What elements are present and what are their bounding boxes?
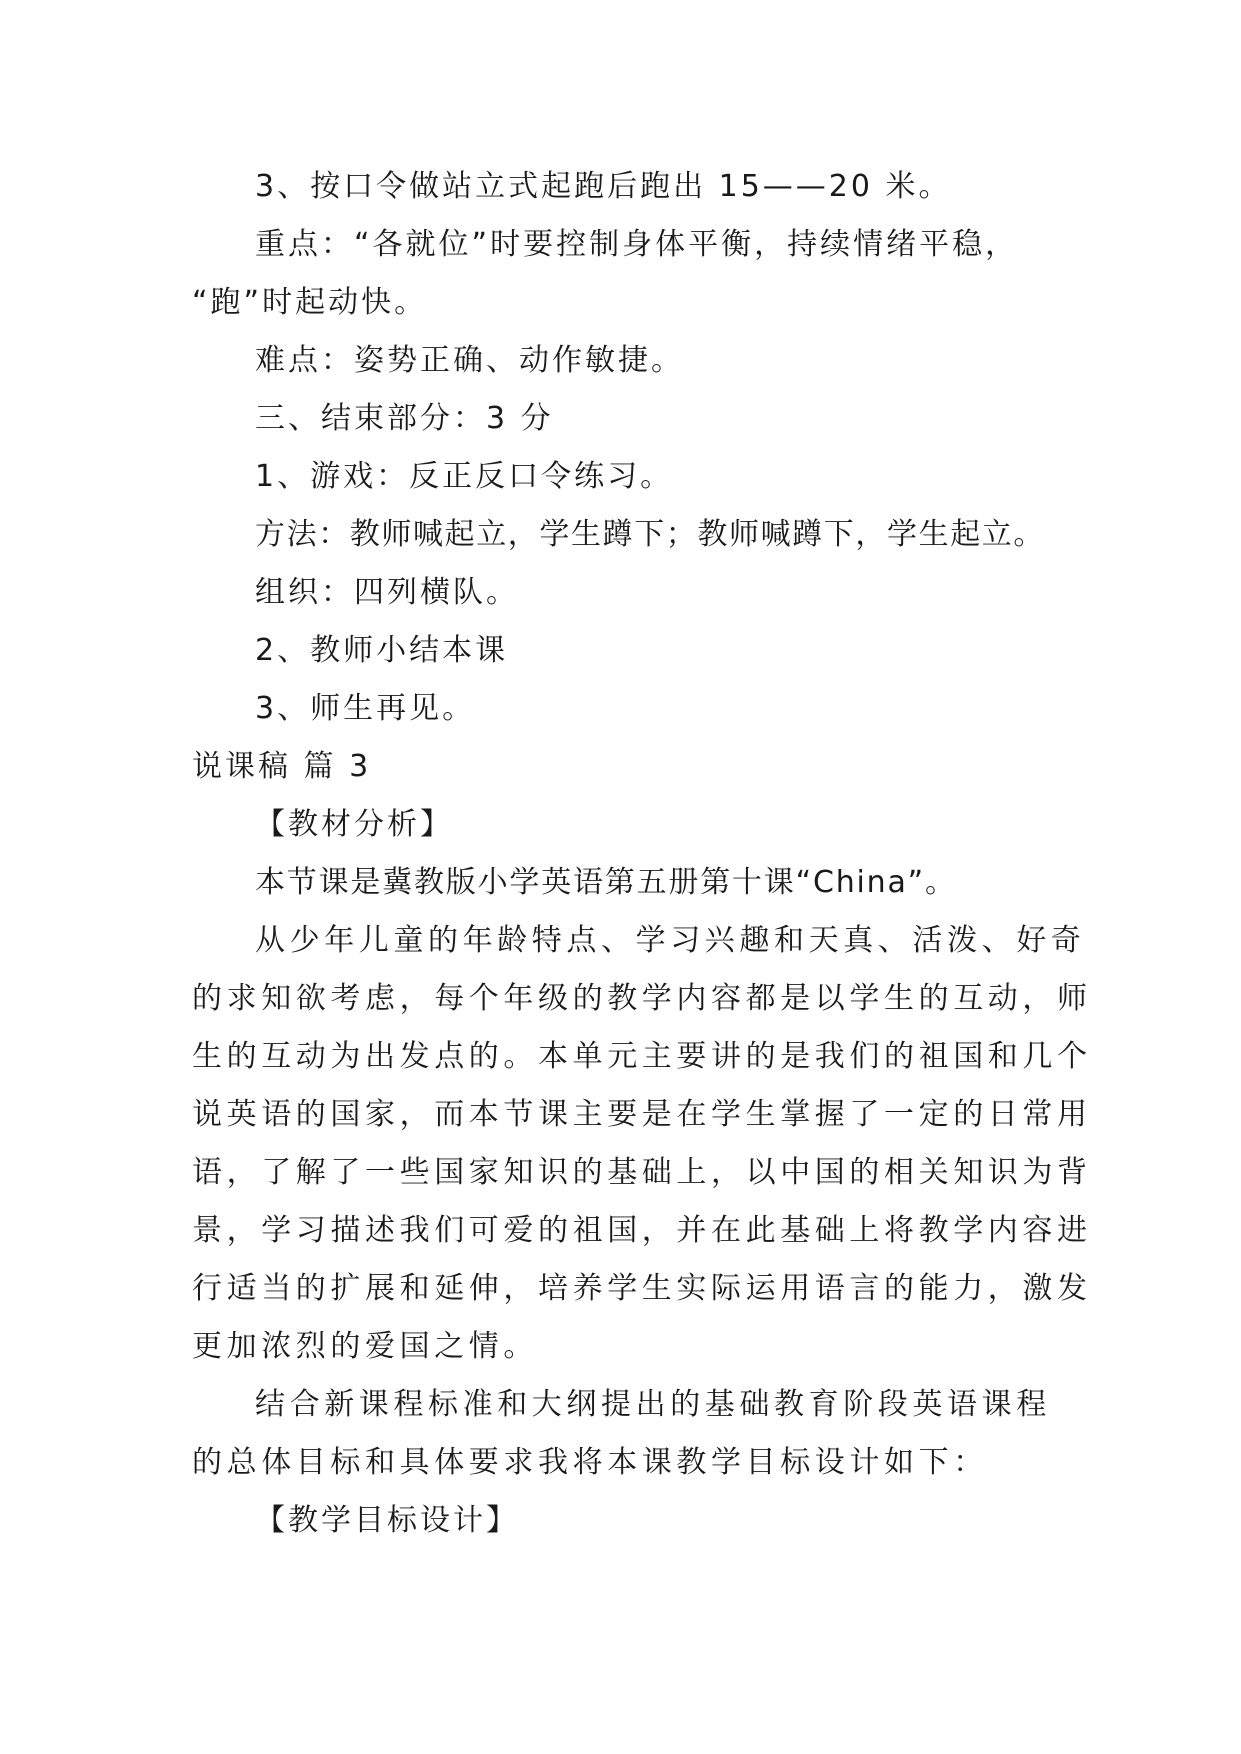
paragraph-line: 说英语的国家，而本节课主要是在学生掌握了一定的日常用 — [192, 1097, 1092, 1132]
paragraph-line: 从少年儿童的年龄特点、学习兴趣和天真、活泼、好奇 — [255, 923, 1086, 958]
paragraph-line: 的总体目标和具体要求我将本课教学目标设计如下： — [192, 1445, 988, 1480]
paragraph-line: 3、师生再见。 — [255, 691, 476, 726]
paragraph-line: 1、游戏：反正反口令练习。 — [255, 459, 674, 494]
paragraph-line: 更加浓烈的爱国之情。 — [192, 1329, 538, 1364]
paragraph-line: 本节课是冀教版小学英语第五册第十课“China”。 — [255, 865, 957, 900]
section-heading: 三、结束部分：3 分 — [255, 401, 554, 436]
paragraph-line: “跑”时起动快。 — [192, 285, 428, 320]
paragraph-line: 生的互动为出发点的。本单元主要讲的是我们的祖国和几个 — [192, 1039, 1092, 1074]
subsection-heading: 【教材分析】 — [255, 807, 453, 842]
paragraph-line: 方法：教师喊起立，学生蹲下；教师喊蹲下，学生起立。 — [255, 517, 1045, 552]
paragraph-line: 3、按口令做站立式起跑后跑出 15——20 米。 — [255, 169, 952, 204]
paragraph-line: 行适当的扩展和延伸，培养学生实际运用语言的能力，激发 — [192, 1271, 1092, 1306]
section-title: 说课稿 篇 3 — [192, 749, 372, 784]
paragraph-line: 重点：“各就位”时要控制身体平衡，持续情绪平稳， — [255, 227, 1019, 262]
paragraph-line: 的求知欲考虑，每个年级的教学内容都是以学生的互动，师 — [192, 981, 1092, 1016]
paragraph-line: 组织：四列横队。 — [255, 575, 519, 610]
subsection-heading: 【教学目标设计】 — [255, 1503, 519, 1538]
paragraph-line: 结合新课程标准和大纲提出的基础教育阶段英语课程 — [255, 1387, 1051, 1422]
paragraph-line: 2、教师小结本课 — [255, 633, 509, 668]
paragraph-line: 难点：姿势正确、动作敏捷。 — [255, 343, 684, 378]
paragraph-line: 语，了解了一些国家知识的基础上，以中国的相关知识为背 — [192, 1155, 1092, 1190]
paragraph-line: 景，学习描述我们可爱的祖国，并在此基础上将教学内容进 — [192, 1213, 1092, 1248]
